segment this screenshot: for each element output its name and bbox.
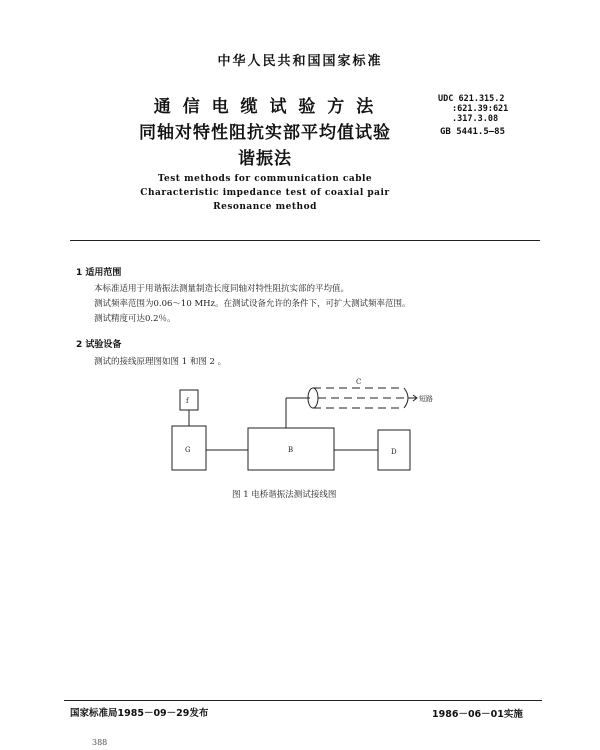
header-divider <box>70 240 540 241</box>
label-short-circuit: 短路 <box>419 395 433 403</box>
label-c: C <box>356 378 362 386</box>
section2-paragraph1: 测试的接线原理图如图 1 和图 2 。 <box>94 357 227 367</box>
section1-paragraph1: 本标准适用于用谐振法测量制造长度同轴对特性阻抗实部的平均值。 <box>94 284 350 294</box>
footer-divider <box>64 700 542 701</box>
label-b: B <box>288 446 294 454</box>
figure1-caption: 图 1 电桥谐振法测试接线图 <box>232 490 337 500</box>
title-en-line1: Test methods for communication cable <box>157 174 373 184</box>
title-en-line3: Resonance method <box>213 202 317 212</box>
coax-cable-right-end <box>404 388 408 408</box>
title-en-line2: Characteristic impedance test of coaxial pair <box>140 188 390 198</box>
label-d: D <box>391 448 397 456</box>
section1-paragraph3: 测试精度可达0.2％。 <box>94 314 176 324</box>
title-cn-line3: 谐振法 <box>238 149 292 169</box>
title-cn-line1: 通 信 电 缆 试 验 方 法 <box>153 97 377 117</box>
section1-paragraph2: 测试频率范围为0.06～10 MHz。在测试设备允许的条件下，可扩大测试频率范围。 <box>94 299 411 309</box>
gb-standard-number: GB 5441.5—85 <box>440 127 506 137</box>
label-f: f <box>186 397 189 405</box>
issuing-country-header: 中华人民共和国国家标准 <box>217 54 383 69</box>
udc-code-line1: UDC 621.315.2 <box>438 94 505 104</box>
frequency-meter-box <box>180 390 198 410</box>
title-cn-line2: 同轴对特性阻抗实部平均值试验 <box>139 123 391 143</box>
label-g: G <box>185 446 191 454</box>
page-number: 388 <box>92 738 108 747</box>
udc-code-line3: .317.3.08 <box>452 114 499 124</box>
issue-date: 国家标准局1985－09－29发布 <box>70 708 209 719</box>
effective-date: 1986－06－01实施 <box>432 709 523 720</box>
section1-heading: 1 适用范围 <box>76 268 122 278</box>
section2-heading: 2 试验设备 <box>76 340 122 350</box>
udc-code-line2: :621.39:621 <box>452 104 509 114</box>
wiring-diagram <box>160 370 450 480</box>
